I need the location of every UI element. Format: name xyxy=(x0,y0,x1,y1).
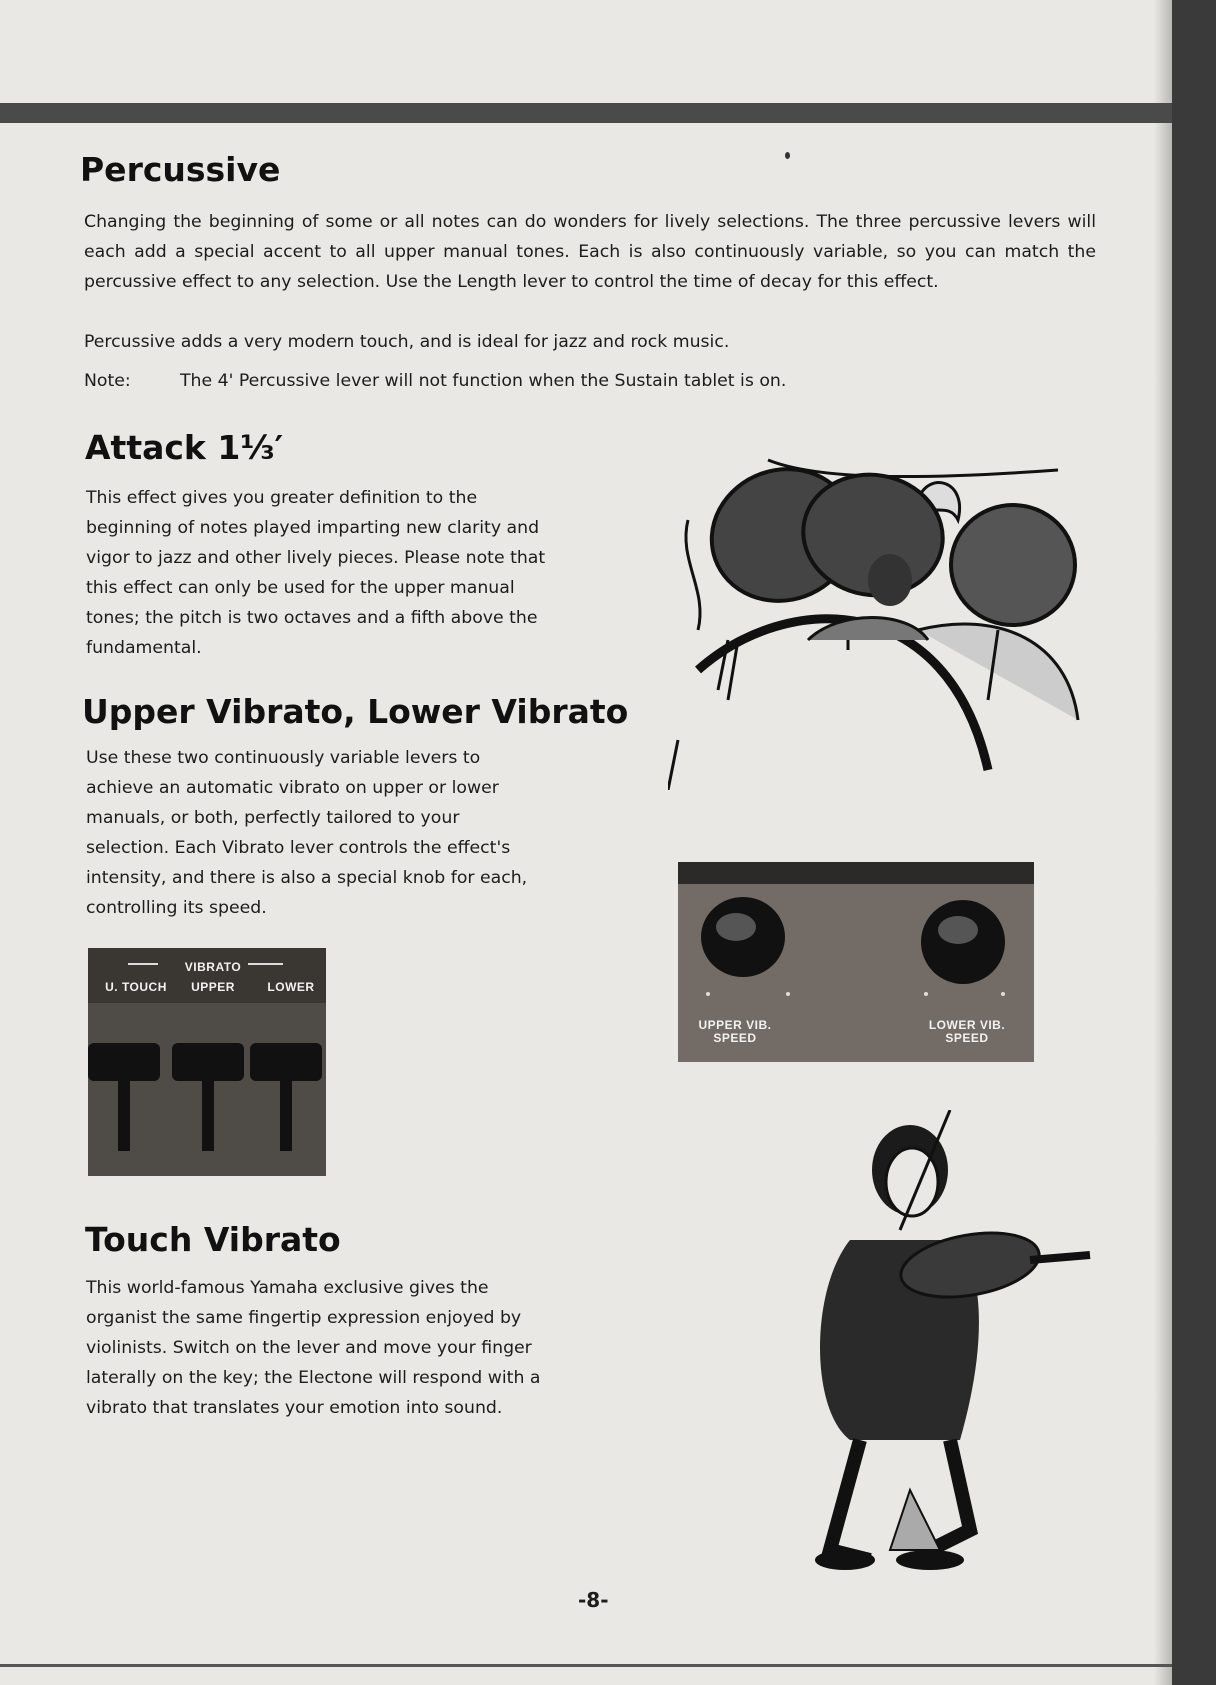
page-gutter-shadow xyxy=(1154,0,1172,1685)
percussive-heading: Percussive xyxy=(80,150,281,189)
lower-vib-speed-label xyxy=(912,1019,1022,1045)
drummer-illustration xyxy=(668,440,1086,790)
note-text: The 4' Percussive lever will not function when the Sustain tablet is on. xyxy=(180,371,787,391)
attack-heading: Attack 1⅓′ xyxy=(85,428,284,467)
vibrato-heading: Upper Vibrato, Lower Vibrato xyxy=(82,692,629,731)
ink-speck xyxy=(785,152,790,159)
vibrato-paragraph: Use these two continuously variable levers to achieve an automatic vibrato on upper or lower manuals, or both, perfectly tailored to your selection. Each Vibrato lever controls the effect's intensity, and there is also a special knob for each, controlling its speed. xyxy=(86,748,528,918)
upper-vib-label-line1: UPPER VIB. xyxy=(698,1018,772,1032)
lower-vib-label-line1: LOWER VIB. xyxy=(928,1018,1006,1032)
page-edge xyxy=(1172,0,1216,1685)
violinist-illustration xyxy=(790,1110,1106,1580)
header-rule xyxy=(0,103,1172,123)
touch-vibrato-paragraph: This world-famous Yamaha exclusive gives the organist the same fingertip expression enjoyed by violinists. Switch on the lever and move your finger laterally on the key; the Electone will respond with a vibrato that translates your emotion into sound. xyxy=(86,1278,541,1418)
lever-label-upper: UPPER xyxy=(191,980,235,994)
touch-vibrato-heading: Touch Vibrato xyxy=(85,1220,341,1259)
attack-paragraph: This effect gives you greater definition to the beginning of notes played imparting new clarity and vigor to jazz and other lively pieces. Please note that this effect can only be used for the upper manual tones; the pitch is two octaves and a fifth above the fundamental. xyxy=(86,488,546,658)
lever-label-lower: LOWER xyxy=(267,980,315,994)
upper-vib-speed-label xyxy=(690,1019,780,1045)
percussive-paragraph-1: Changing the beginning of some or all notes can do wonders for lively selections. The three percussive levers will each add a special accent to all upper manual tones. Each is also continuously variable, so you can match the percussive effect to any selection. Use the Length lever to control the time of decay for this effect. xyxy=(84,212,1096,292)
footer-rule xyxy=(0,1664,1172,1667)
lower-vib-label-line2: SPEED xyxy=(945,1031,989,1045)
percussive-paragraph-2: Percussive adds a very modern touch, and is ideal for jazz and rock music. xyxy=(84,332,730,352)
note-label: Note: xyxy=(84,371,131,391)
page-number: -8- xyxy=(578,1588,609,1612)
percussive-note xyxy=(84,371,786,391)
upper-vib-label-line2: SPEED xyxy=(713,1031,757,1045)
lever-group-label: VIBRATO xyxy=(184,960,242,974)
lever-label-u-touch: U. TOUCH xyxy=(105,980,167,994)
